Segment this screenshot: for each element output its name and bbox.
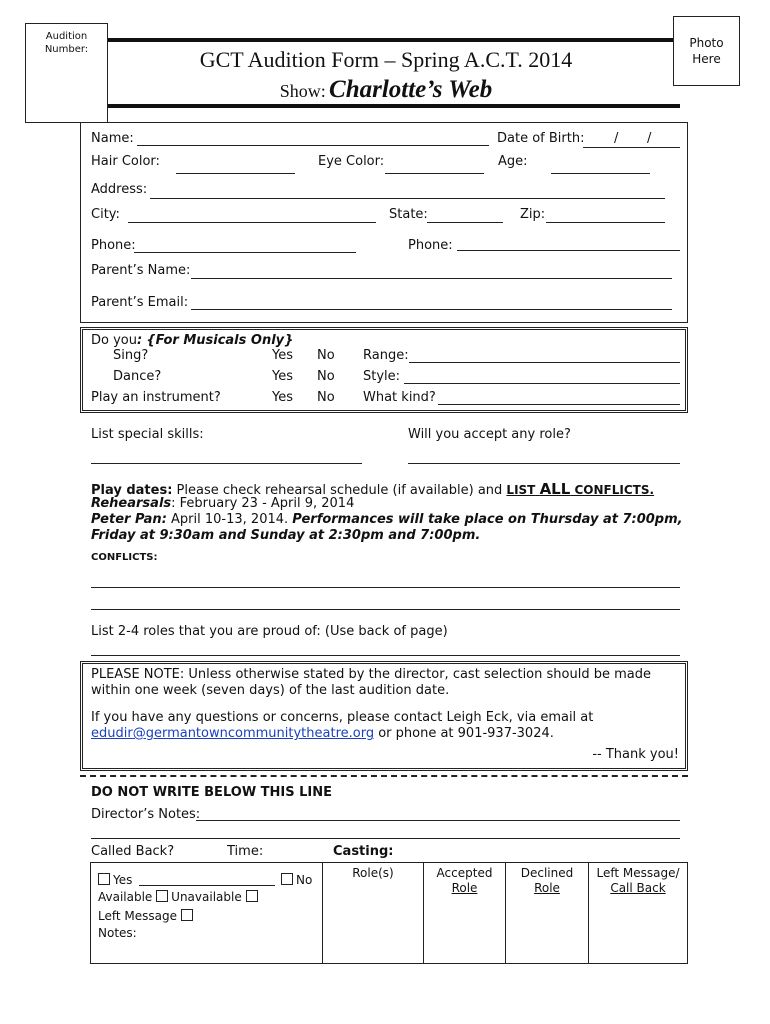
note-phone-text: or phone at 901-937-3024. (374, 726, 554, 741)
audition-label-line1: Audition (45, 31, 88, 42)
note-line-1: PLEASE NOTE: Unless otherwise stated by the director, cast selection should be made (91, 667, 651, 682)
instrument-label: Play an instrument? (91, 390, 221, 405)
accepted-header-line2: Role (451, 881, 478, 895)
all-word: ALL (539, 480, 571, 498)
phone1-field[interactable] (134, 252, 356, 253)
accepted-col-header (424, 866, 505, 896)
accept-role-field[interactable] (408, 463, 680, 464)
parent-name-field[interactable] (191, 278, 672, 279)
special-skills-label: List special skills: (91, 427, 204, 442)
show-dates-line (91, 512, 683, 527)
title-bottom-rule (108, 104, 680, 108)
do-you-colon: : (136, 333, 143, 348)
conflicts-word: CONFLICTS. (574, 483, 655, 497)
dob-sep2: / (647, 131, 652, 146)
range-label: Range: (363, 348, 409, 363)
what-kind-field[interactable] (438, 404, 680, 405)
left-message-row (98, 909, 196, 923)
audition-number-box[interactable] (25, 23, 108, 123)
note-line-3: If you have any questions or concerns, please contact Leigh Eck, via email at (91, 710, 594, 725)
note-line-2: within one week (seven days) of the last audition date. (91, 683, 450, 698)
left-message-checkbox[interactable] (181, 909, 193, 921)
roles-label: List 2-4 roles that you are proud of: (Use back of page) (91, 624, 448, 639)
hair-color-field[interactable] (176, 173, 295, 174)
dob-label: Date of Birth: (497, 131, 585, 146)
audition-label-line2: Number: (44, 44, 89, 55)
show-line (108, 76, 664, 104)
photo-label (674, 35, 739, 67)
sing-yes[interactable]: Yes (272, 348, 293, 363)
left-message-header-line1: Left Message/ (596, 866, 680, 880)
audition-number-label (26, 30, 107, 56)
show-name: Charlotte’s Web (329, 76, 493, 103)
name-field[interactable] (137, 145, 489, 146)
declined-header-line2: Role (534, 881, 560, 895)
eye-color-field[interactable] (385, 173, 484, 174)
show-dates-label: Peter Pan: (91, 512, 167, 527)
dance-label: Dance? (113, 369, 162, 384)
conflicts-field-1[interactable] (91, 587, 680, 588)
thank-you: -- Thank you! (592, 747, 679, 762)
dob-sep1: / (614, 131, 619, 146)
availability-row (98, 890, 261, 904)
zip-label: Zip: (520, 207, 546, 222)
address-field[interactable] (150, 198, 665, 199)
parent-email-label: Parent’s Email: (91, 295, 189, 310)
musical-heading (91, 333, 293, 348)
play-dates-text: Please check rehearsal schedule (if available) and (176, 483, 503, 498)
age-field[interactable] (551, 173, 650, 174)
performances-1: Performances will take place on Thursday at 7:00pm, (292, 512, 683, 527)
rehearsals-text: : February 23 - April 9, 2014 (171, 496, 355, 511)
range-field[interactable] (409, 362, 680, 363)
page-title: GCT Audition Form – Spring A.C.T. 2014 (199, 47, 573, 72)
callback-yes-row (98, 873, 132, 887)
callback-yes-field[interactable] (139, 885, 275, 886)
accepted-header-line1: Accepted (436, 866, 493, 880)
available-label: Available (98, 890, 153, 904)
instrument-no[interactable]: No (317, 390, 335, 405)
hair-color-label: Hair Color: (91, 154, 160, 169)
callback-yes-label: Yes (113, 873, 133, 887)
what-kind-label: What kind? (363, 390, 436, 405)
do-not-write-heading: DO NOT WRITE BELOW THIS LINE (91, 785, 333, 800)
title-top-rule (108, 38, 673, 42)
city-label: City: (91, 207, 120, 222)
do-you-label: Do you (91, 333, 137, 348)
directors-notes-label: Director’s Notes: (91, 807, 201, 822)
parent-name-label: Parent’s Name: (91, 263, 191, 278)
sing-label: Sing? (113, 348, 149, 363)
declined-col-header (506, 866, 588, 896)
unavailable-checkbox[interactable] (246, 890, 258, 902)
show-label: Show: (279, 81, 326, 101)
conflicts-field-2[interactable] (91, 609, 680, 610)
callback-yes-checkbox[interactable] (98, 873, 110, 885)
show-dates: April 10-13, 2014. (171, 512, 289, 527)
callback-no-checkbox[interactable] (281, 873, 293, 885)
play-dates-label: Play dates: (91, 483, 173, 498)
state-label: State: (389, 207, 428, 222)
accept-role-label: Will you accept any role? (408, 427, 571, 442)
phone2-label: Phone: (408, 238, 453, 253)
photo-box[interactable] (673, 16, 740, 86)
notes-label: Notes: (98, 926, 137, 940)
age-label: Age: (498, 154, 528, 169)
available-checkbox[interactable] (156, 890, 168, 902)
phone2-field[interactable] (457, 250, 680, 251)
left-message-header-line2: Call Back (610, 881, 666, 895)
state-field[interactable] (427, 222, 503, 223)
list-all-conflicts (506, 480, 655, 498)
left-message-col-header (589, 866, 687, 896)
parent-email-field[interactable] (191, 309, 672, 310)
photo-label-line2: Here (692, 52, 721, 66)
directors-notes-field-1[interactable] (196, 820, 680, 821)
name-label: Name: (91, 131, 134, 146)
contact-email-link[interactable]: edudir@germantowncommunitytheatre.org (91, 726, 375, 741)
sing-no[interactable]: No (317, 348, 335, 363)
note-contact-line (91, 726, 554, 741)
dance-yes[interactable]: Yes (272, 369, 293, 384)
unavailable-label: Unavailable (171, 890, 242, 904)
address-label: Address: (91, 182, 148, 197)
list-word: LIST (506, 483, 536, 497)
roles-col-header: Role(s) (352, 866, 394, 880)
style-label: Style: (363, 369, 401, 384)
directors-notes-field-2[interactable] (91, 838, 680, 839)
performances-2: Friday at 9:30am and Sunday at 2:30pm and 7:00pm. (91, 528, 481, 543)
callback-no-label: No (296, 873, 313, 887)
city-field[interactable] (128, 222, 376, 223)
dob-field[interactable] (583, 147, 680, 148)
special-skills-field[interactable] (91, 463, 362, 464)
rehearsals-line (91, 496, 354, 511)
photo-label-line1: Photo (689, 36, 724, 50)
dance-no[interactable]: No (317, 369, 335, 384)
zip-field[interactable] (546, 222, 665, 223)
instrument-yes[interactable]: Yes (272, 390, 293, 405)
callback-no-row (281, 873, 312, 887)
roles-field[interactable] (91, 655, 680, 656)
eye-color-label: Eye Color: (318, 154, 385, 169)
rehearsals-label: Rehearsals (91, 496, 172, 511)
declined-header-line1: Declined (520, 866, 574, 880)
casting-label: Casting: (333, 844, 394, 859)
left-message-label: Left Message (98, 909, 177, 923)
style-field[interactable] (404, 383, 680, 384)
time-label: Time: (227, 844, 264, 859)
cut-line (80, 775, 688, 777)
called-back-label: Called Back? (91, 844, 175, 859)
phone1-label: Phone: (91, 238, 136, 253)
conflicts-label: CONFLICTS: (91, 552, 158, 563)
musicals-only-note: {For Musicals Only} (146, 333, 294, 348)
